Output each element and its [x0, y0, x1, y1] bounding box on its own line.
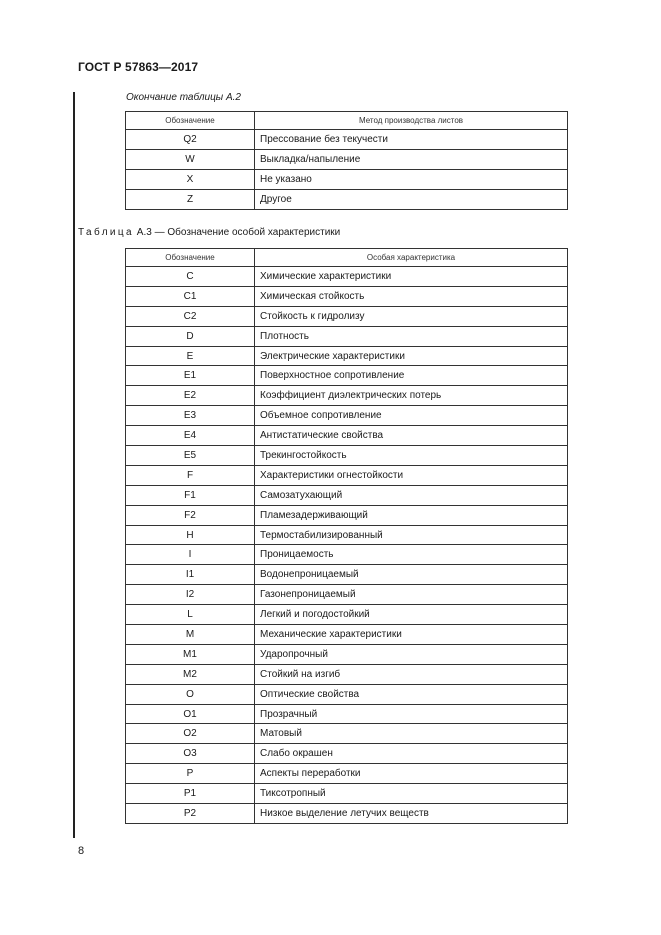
row-code: E1 — [126, 366, 255, 386]
row-code: O3 — [126, 744, 255, 764]
row-description: Прозрачный — [255, 704, 568, 724]
row-description: Объемное сопротивление — [255, 406, 568, 426]
row-description: Электрические характеристики — [255, 346, 568, 366]
table-row — [126, 386, 568, 406]
row-code: F2 — [126, 505, 255, 525]
row-description: Выкладка/напыление — [255, 149, 568, 169]
row-code: C — [126, 267, 255, 287]
row-code: Z — [126, 189, 255, 209]
table-row — [126, 565, 568, 585]
row-code: F1 — [126, 485, 255, 505]
row-code: P2 — [126, 804, 255, 824]
document-header-title: ГОСТ Р 57863—2017 — [78, 60, 199, 74]
table-row — [126, 545, 568, 565]
row-description: Поверхностное сопротивление — [255, 366, 568, 386]
row-code: X — [126, 169, 255, 189]
row-description: Легкий и погодостойкий — [255, 605, 568, 625]
row-description: Проницаемость — [255, 545, 568, 565]
table-row — [126, 724, 568, 744]
row-description: Ударопрочный — [255, 644, 568, 664]
row-code: E3 — [126, 406, 255, 426]
row-code: C1 — [126, 286, 255, 306]
row-code: E4 — [126, 426, 255, 446]
table-row — [126, 426, 568, 446]
row-code: F — [126, 465, 255, 485]
table-a3 — [125, 248, 568, 824]
row-description: Водонепроницаемый — [255, 565, 568, 585]
table-a2 — [125, 111, 568, 210]
table-row — [126, 605, 568, 625]
row-code: O2 — [126, 724, 255, 744]
row-code: P1 — [126, 784, 255, 804]
row-code: E2 — [126, 386, 255, 406]
row-code: M — [126, 625, 255, 645]
row-code: D — [126, 326, 255, 346]
table-row — [126, 286, 568, 306]
row-description: Слабо окрашен — [255, 744, 568, 764]
row-description: Механические характеристики — [255, 625, 568, 645]
row-description: Тиксотропный — [255, 784, 568, 804]
row-description: Термостабилизированный — [255, 525, 568, 545]
row-description: Стойкость к гидролизу — [255, 306, 568, 326]
table-row — [126, 704, 568, 724]
row-description: Не указано — [255, 169, 568, 189]
row-description: Матовый — [255, 724, 568, 744]
table-row — [126, 306, 568, 326]
row-description: Антистатические свойства — [255, 426, 568, 446]
row-code: E — [126, 346, 255, 366]
row-code: I — [126, 545, 255, 565]
row-code: W — [126, 149, 255, 169]
table-row — [126, 664, 568, 684]
table-row — [126, 446, 568, 466]
row-code: M2 — [126, 664, 255, 684]
column-header-code: Обозначение — [126, 249, 255, 267]
table-a2-caption: Окончание таблицы А.2 — [126, 92, 241, 103]
table-row — [126, 505, 568, 525]
table-row — [126, 130, 568, 150]
table-row — [126, 366, 568, 386]
table-row — [126, 169, 568, 189]
table-a3-caption — [78, 227, 340, 238]
column-header-method: Метод производства листов — [255, 112, 568, 130]
table-row — [126, 644, 568, 664]
row-description: Характеристики огнестойкости — [255, 465, 568, 485]
table-a3-caption-text: А.3 — Обозначение особой характеристики — [136, 227, 341, 238]
row-code: L — [126, 605, 255, 625]
row-description: Оптические свойства — [255, 684, 568, 704]
row-description: Аспекты переработки — [255, 764, 568, 784]
table-row — [126, 406, 568, 426]
row-code: H — [126, 525, 255, 545]
row-description: Плотность — [255, 326, 568, 346]
table-row — [126, 525, 568, 545]
row-description: Прессование без текучести — [255, 130, 568, 150]
row-description: Химическая стойкость — [255, 286, 568, 306]
row-code: I1 — [126, 565, 255, 585]
table-row — [126, 346, 568, 366]
table-row — [126, 585, 568, 605]
row-code: O — [126, 684, 255, 704]
row-description: Низкое выделение летучих веществ — [255, 804, 568, 824]
row-code: M1 — [126, 644, 255, 664]
row-description: Трекингостойкость — [255, 446, 568, 466]
table-row — [126, 189, 568, 209]
row-code: O1 — [126, 704, 255, 724]
table-row — [126, 684, 568, 704]
table-row — [126, 465, 568, 485]
row-code: P — [126, 764, 255, 784]
table-row — [126, 784, 568, 804]
table-row — [126, 326, 568, 346]
row-description: Стойкий на изгиб — [255, 664, 568, 684]
table-row — [126, 764, 568, 784]
column-header-code: Обозначение — [126, 112, 255, 130]
row-description: Пламезадерживающий — [255, 505, 568, 525]
row-code: C2 — [126, 306, 255, 326]
table-row — [126, 804, 568, 824]
row-description: Газонепроницаемый — [255, 585, 568, 605]
row-code: E5 — [126, 446, 255, 466]
page-number: 8 — [78, 845, 85, 857]
row-description: Химические характеристики — [255, 267, 568, 287]
table-row — [126, 149, 568, 169]
table-header-row — [126, 112, 568, 130]
table-header-row — [126, 249, 568, 267]
table-row — [126, 485, 568, 505]
row-description: Самозатухающий — [255, 485, 568, 505]
row-code: Q2 — [126, 130, 255, 150]
table-row — [126, 267, 568, 287]
column-header-characteristic: Особая характеристика — [255, 249, 568, 267]
table-row — [126, 744, 568, 764]
table-a3-caption-label: Таблица — [78, 227, 135, 238]
margin-rule — [73, 92, 75, 838]
row-description: Другое — [255, 189, 568, 209]
row-description: Коэффициент диэлектрических потерь — [255, 386, 568, 406]
table-row — [126, 625, 568, 645]
row-code: I2 — [126, 585, 255, 605]
